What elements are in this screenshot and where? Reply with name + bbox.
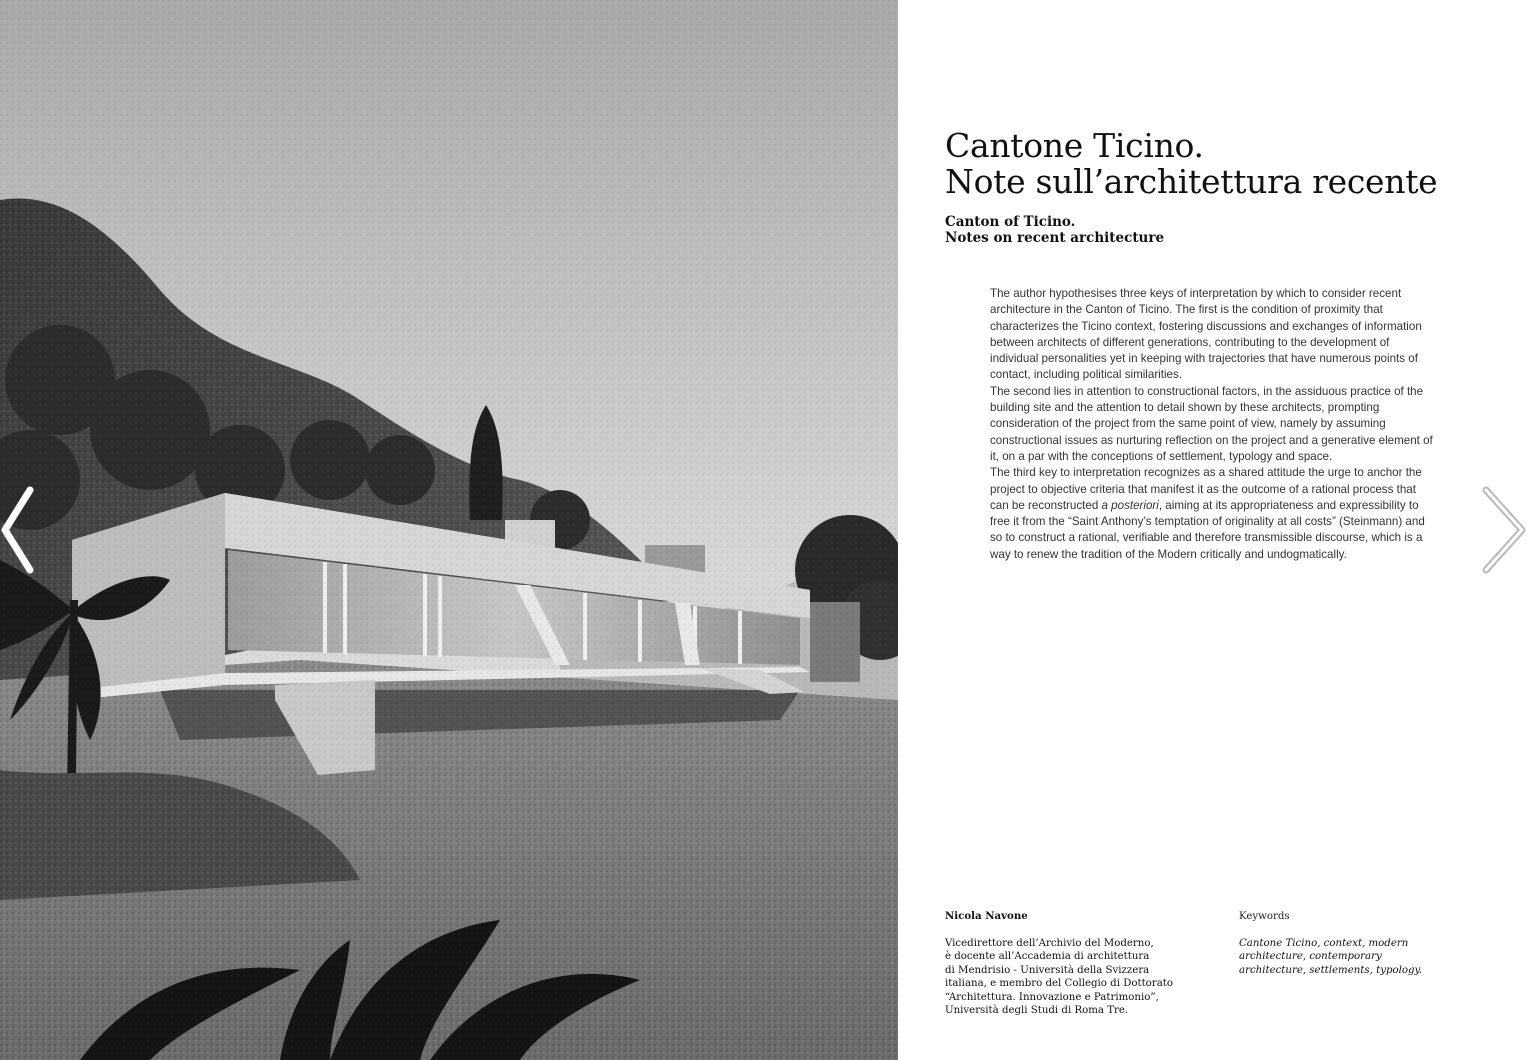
- abstract-paragraph-1: The author hypothesises three keys of interpretation by which to consider recent architecture in the Canton of Ticino. The first is the condition of proximity that characterizes the Ticino context, fostering discussions and exchanges of information between architects of different generations, contributing to the development of individual personalities yet in keeping with trajectories that have numerous points of contact, including political similarities.: [990, 287, 1422, 382]
- next-page-button[interactable]: [1478, 484, 1528, 576]
- subtitle-line: Canton of Ticino.: [945, 214, 1076, 230]
- abstract-paragraph-2: The second lies in attention to constructional factors, in the assiduous practice of the building site and the attention to detail shown by these architects, prompting consideration of the project from the same point of view, namely by assuming constructional issues as nurturing reflection on the project and a generative element of it, on a par with the conceptions of settlement, typology and space.: [990, 384, 1433, 463]
- author-bio-line: è docente all’Accademia di architettura: [945, 951, 1150, 962]
- previous-page-button[interactable]: [0, 484, 34, 576]
- abstract-text: The third key to interpretation recognizes as a shared attitude the urge to anchor the project to objective criteria that manifest it as the outcome of a rational process that can be reconstructed: [990, 466, 1422, 512]
- chevron-left-icon: [0, 484, 34, 576]
- author-bio-line: Vicedirettore dell’Archivio del Moderno,: [945, 937, 1154, 949]
- article-subtitle: [945, 214, 1164, 246]
- keywords-line: Cantone Ticino, context, modern: [1239, 937, 1409, 949]
- author-bio-line: “Architettura. Innovazione e Patrimonio”,: [945, 991, 1159, 1003]
- author-bio: [945, 937, 1205, 1018]
- article-title: [945, 128, 1505, 200]
- subtitle-line: Notes on recent architecture: [945, 230, 1165, 246]
- keywords-line: architecture, contemporary: [1239, 951, 1382, 962]
- abstract-paragraph-3: [990, 465, 1435, 563]
- abstract-italic-term: a posteriori: [1101, 498, 1159, 512]
- keywords: [1239, 910, 1469, 977]
- abstract-text: , aiming at its appropriateness and expressibility to free it from the “Saint Anthony’s temptation of originality at all costs” (Steinmann) and so to construct a rational, verifiable and therefore transmissible discourse, which is a way to renew the tradition of the Modern critically and undogmatically.: [990, 498, 1425, 561]
- author-info: [945, 910, 1205, 1018]
- author-bio-line: Università degli Studi di Roma Tre.: [945, 1005, 1129, 1016]
- keywords-list: [1239, 937, 1469, 978]
- keywords-line: architecture, settlements, typology.: [1239, 964, 1423, 976]
- abstract: [990, 286, 1435, 563]
- author-name: Nicola Navone: [945, 910, 1028, 922]
- chevron-right-icon: [1478, 484, 1528, 576]
- author-bio-line: di Mendrisio - Università della Svizzera: [945, 964, 1150, 976]
- author-bio-line: italiana, e membro del Collegio di Dottorato: [945, 978, 1173, 989]
- title-line: Cantone Ticino.: [945, 126, 1204, 165]
- title-line: Note sull’architettura recente: [945, 162, 1438, 201]
- article-page: [898, 0, 1528, 1060]
- keywords-label: Keywords: [1239, 911, 1290, 922]
